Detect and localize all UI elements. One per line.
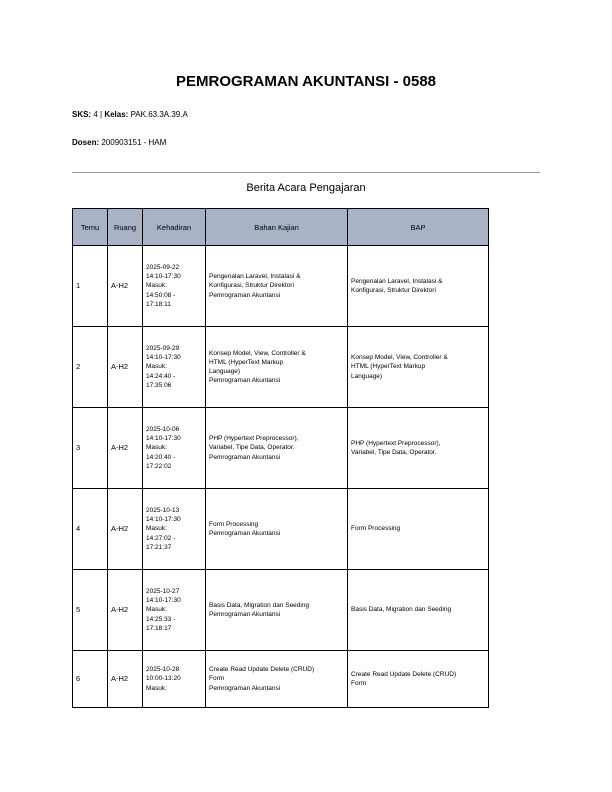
cell-temu: 6 [73,651,108,708]
lecturer-info-line [72,138,166,147]
attendance-table [72,208,489,708]
cell-bahan-kajian: Basis Data, Migration dan Seeding Pemrograman Akuntansi [206,570,348,651]
dosen-label: Dosen: [72,138,100,147]
cell-bahan-kajian: PHP (Hypertext Preprocessor), Variabel, Tipe Data, Operator. Pemrograman Akuntansi [206,408,348,489]
header-bap: BAP [348,209,489,246]
cell-ruang: A-H2 [108,327,143,408]
cell-temu: 4 [73,489,108,570]
cell-temu: 2 [73,327,108,408]
cell-ruang: A-H2 [108,408,143,489]
table-header-row [73,209,489,246]
cell-bap: PHP (Hypertext Preprocessor), Variabel, Tipe Data, Operator. [348,408,489,489]
course-info-line [72,110,188,119]
sks-value: 4 | [91,110,105,119]
header-kehadiran: Kehadiran [143,209,206,246]
sks-label: SKS: [72,110,92,119]
cell-bap: Pengenalan Laravel, Instalasi & Konfigurasi, Struktur Direktori [348,246,489,327]
cell-kehadiran: 2025-10-28 10:00-13:20 Masuk: [143,651,206,708]
cell-ruang: A-H2 [108,651,143,708]
cell-bahan-kajian: Konsep Model, View, Controller & HTML (HyperText Markup Language) Pemrograman Akuntansi [206,327,348,408]
cell-temu: 5 [73,570,108,651]
section-title: Berita Acara Pengajaran [246,182,366,194]
table-row [73,570,489,651]
cell-bap: Konsep Model, View, Controller & HTML (HyperText Markup Language) [348,327,489,408]
kelas-label: Kelas: [104,110,129,119]
cell-bap: Basis Data, Migration dan Seeding [348,570,489,651]
cell-temu: 3 [73,408,108,489]
cell-kehadiran: 2025-10-27 14:10-17:30 Masuk: 14:25:33 - 17:18:17 [143,570,206,651]
cell-bap: Create Read Update Delete (CRUD) Form [348,651,489,708]
cell-kehadiran: 2025-10-06 14:10-17:30 Masuk: 14:20:40 - 17:22:02 [143,408,206,489]
cell-ruang: A-H2 [108,246,143,327]
table-row [73,408,489,489]
header-temu: Temu [73,209,108,246]
header-bahan-kajian: Bahan Kajian [206,209,348,246]
kelas-value: PAK.63.3A.39.A [128,110,188,119]
cell-kehadiran: 2025-09-22 14:10-17:30 Masuk: 14:50:08 - 17:18:11 [143,246,206,327]
cell-kehadiran: 2025-10-13 14:10-17:30 Masuk: 14:27:02 - 17:21:37 [143,489,206,570]
table-row [73,327,489,408]
cell-bahan-kajian: Pengenalan Laravel, Instalasi & Konfigurasi, Struktur Direktori Pemrograman Akuntansi [206,246,348,327]
cell-ruang: A-H2 [108,489,143,570]
header-ruang: Ruang [108,209,143,246]
course-title: PEMROGRAMAN AKUNTANSI - 0588 [175,73,437,90]
cell-temu: 1 [73,246,108,327]
cell-bahan-kajian: Create Read Update Delete (CRUD) Form Pemrograman Akuntansi [206,651,348,708]
dosen-value: 200903151 - HAM [99,138,167,147]
cell-bahan-kajian: Form Processing Pemrograman Akuntansi [206,489,348,570]
cell-bap: Form Processing [348,489,489,570]
table-row [73,651,489,708]
divider [72,172,540,173]
table-row [73,246,489,327]
cell-kehadiran: 2025-09-29 14:10-17:30 Masuk: 14:24:40 - 17:35:06 [143,327,206,408]
table-row [73,489,489,570]
cell-ruang: A-H2 [108,570,143,651]
